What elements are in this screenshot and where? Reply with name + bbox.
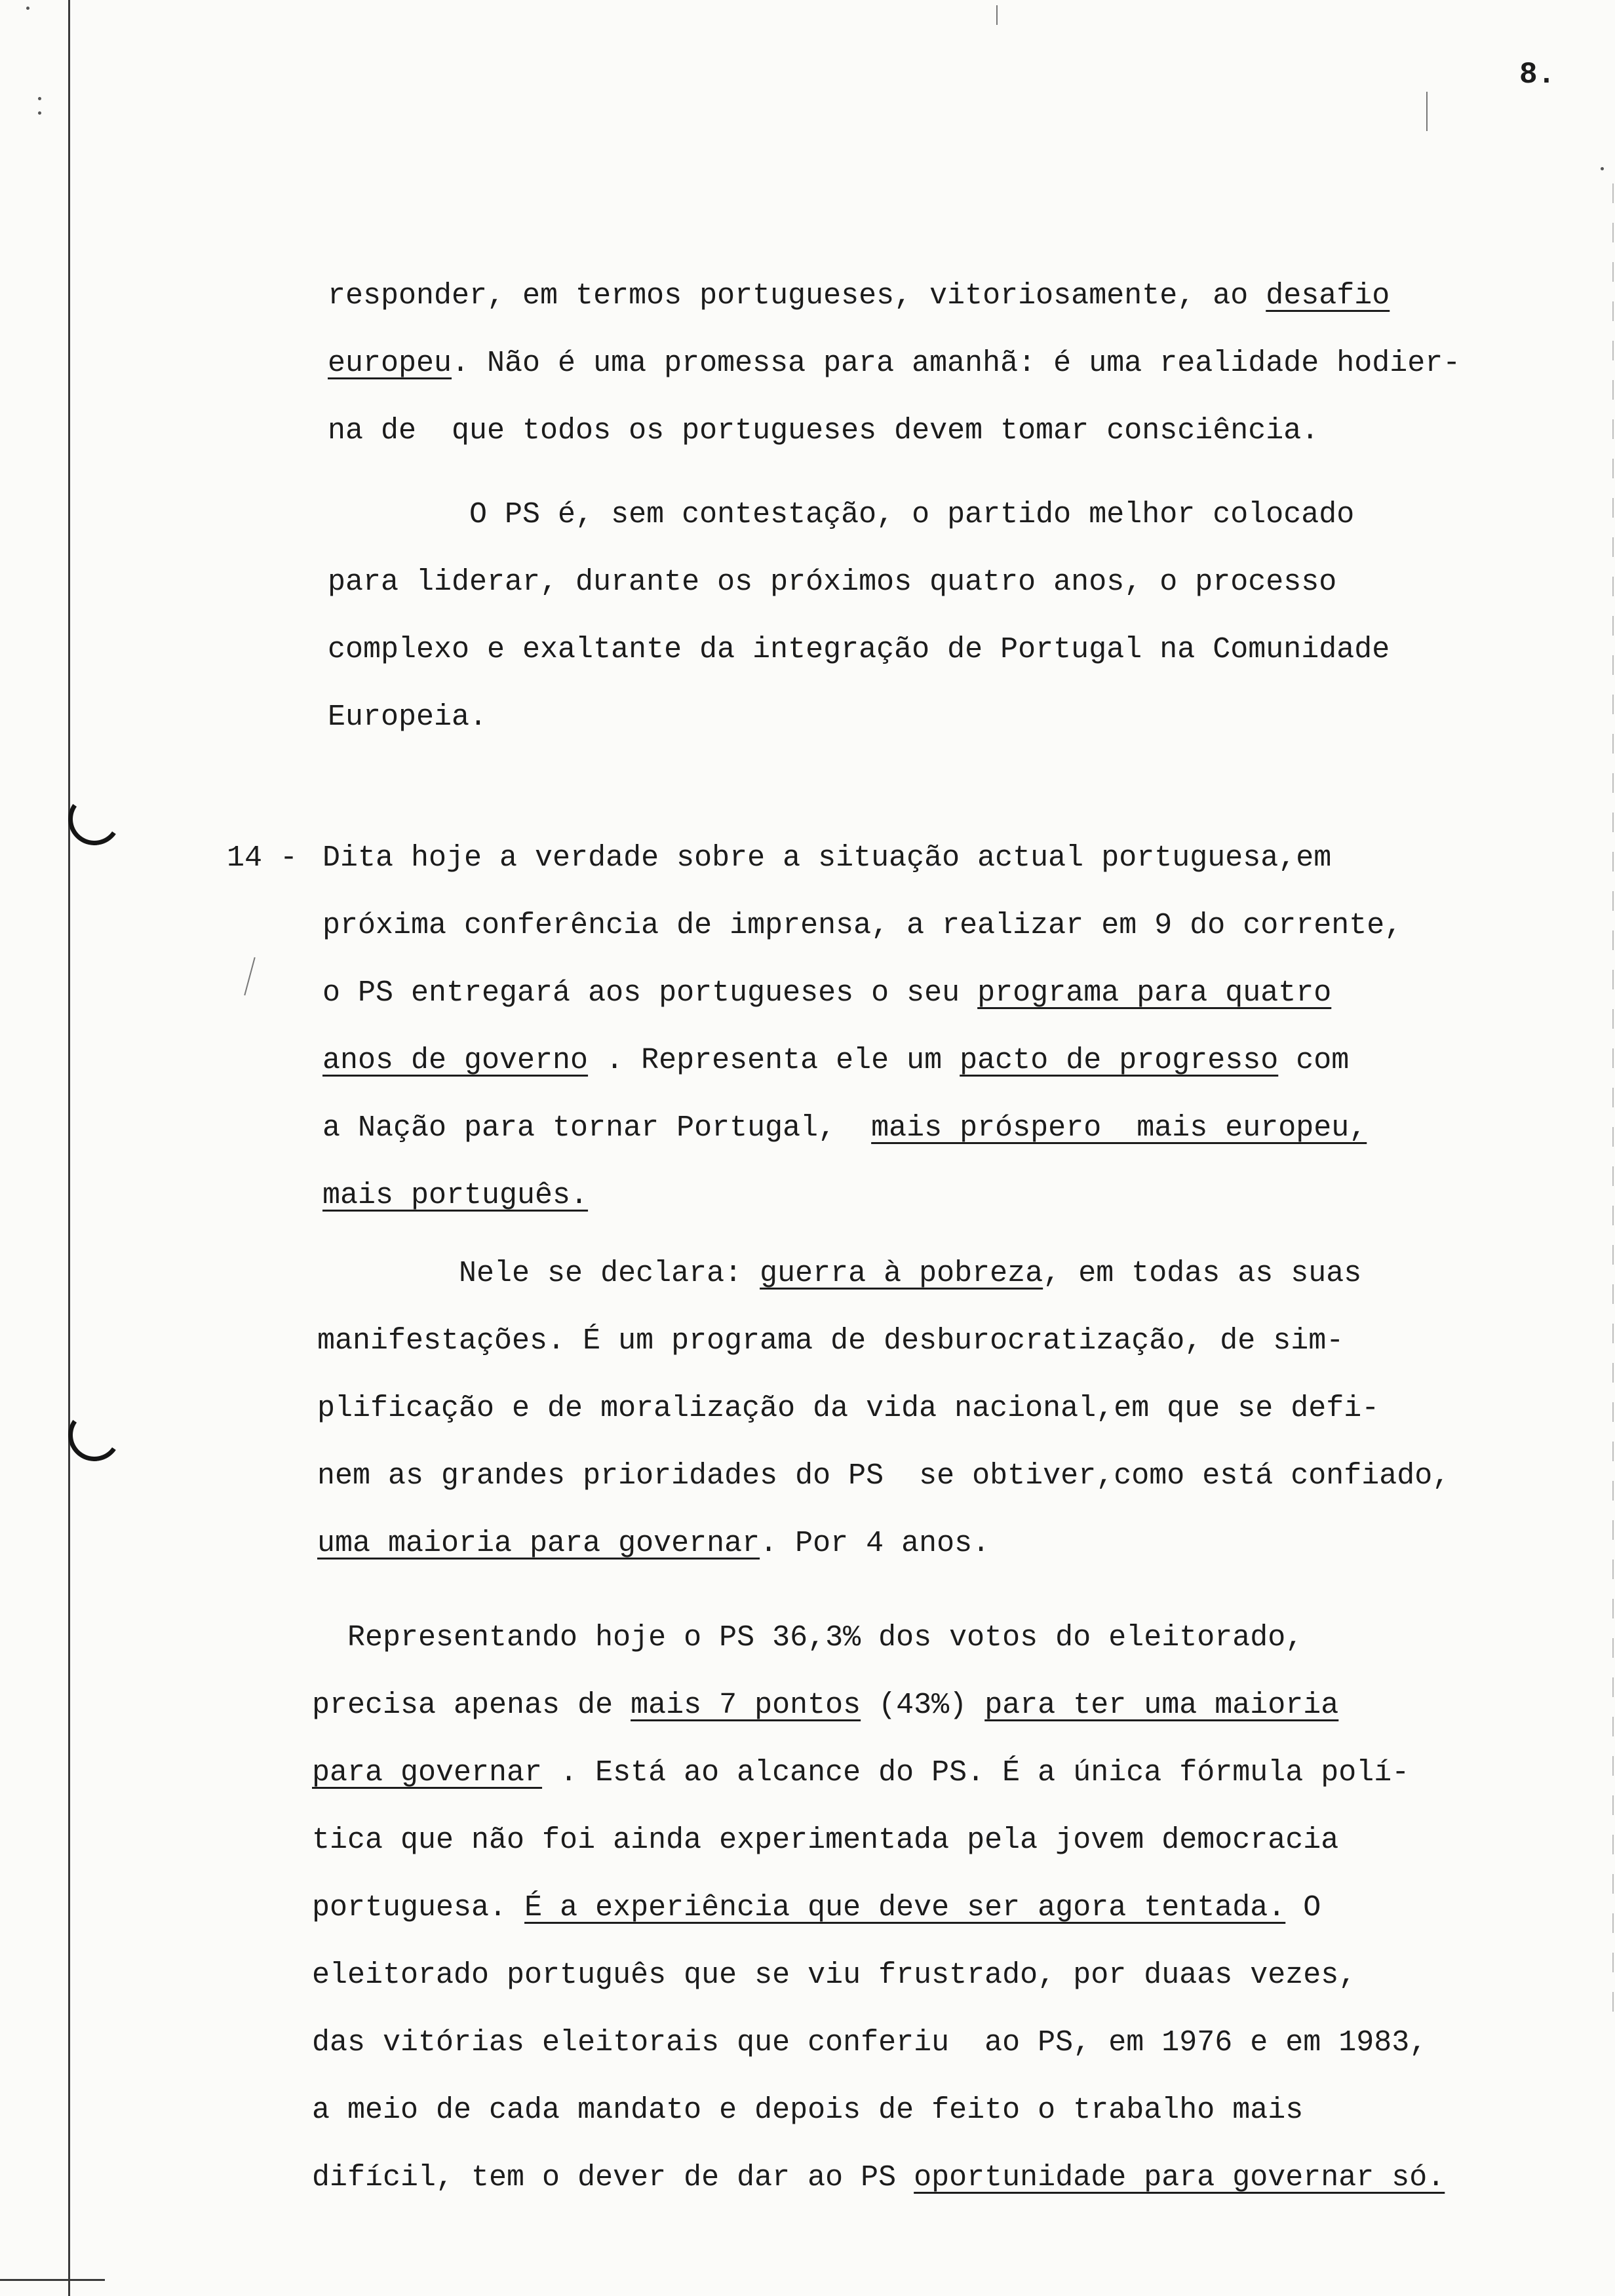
underlined-phrase: É a experiência que deve ser agora tentada. xyxy=(524,1891,1286,1924)
text-segment: Nele se declara: xyxy=(317,1257,760,1290)
text-line xyxy=(322,1027,1402,1094)
text-segment: O xyxy=(1285,1891,1321,1924)
underlined-phrase: uma maioria para governar xyxy=(317,1527,760,1560)
scan-mark xyxy=(996,5,998,25)
text-line xyxy=(328,262,1460,330)
punch-hole-mark xyxy=(64,1405,125,1466)
text-segment: manifestações. É um programa de desburocratização, de sim- xyxy=(317,1324,1344,1358)
text-segment: na de que todos os portugueses devem tomar consciência. xyxy=(328,414,1319,448)
underlined-phrase: mais português. xyxy=(322,1179,589,1212)
text-segment: plificação e de moralização da vida nacional,em que se defi- xyxy=(317,1392,1380,1425)
underlined-phrase: guerra à pobreza xyxy=(760,1257,1043,1290)
text-line xyxy=(312,2076,1445,2144)
text-line xyxy=(328,330,1460,397)
text-segment: complexo e exaltante da integração de Portugal na Comunidade xyxy=(328,633,1390,666)
underlined-phrase: para governar xyxy=(312,1756,543,1789)
text-segment: para liderar, durante os próximos quatro anos, o processo xyxy=(328,565,1337,599)
text-segment: (43%) xyxy=(861,1689,985,1722)
text-line xyxy=(317,1510,1450,1577)
paragraph-majority xyxy=(312,1604,1445,2211)
text-segment: . Por 4 anos. xyxy=(760,1527,990,1560)
underlined-phrase: mais 7 pontos xyxy=(631,1689,861,1722)
text-line xyxy=(317,1442,1450,1510)
scan-mark xyxy=(1426,92,1428,131)
punch-hole-mark xyxy=(64,789,125,850)
text-line xyxy=(322,1094,1402,1162)
text-segment: O PS é, sem contestação, o partido melhor colocado xyxy=(328,498,1355,531)
text-line xyxy=(322,959,1402,1027)
scan-speck xyxy=(38,111,41,115)
page-right-edge xyxy=(1612,183,1614,2018)
text-line xyxy=(312,1672,1445,1739)
underlined-phrase: europeu xyxy=(328,347,452,380)
item-number: 14 - xyxy=(227,841,298,875)
text-segment: . Representa ele um xyxy=(588,1044,960,1077)
paragraph-declaration xyxy=(317,1240,1450,1577)
paragraph-ps-leadership xyxy=(328,481,1390,751)
text-segment: próxima conferência de imprensa, a realizar em 9 do corrente, xyxy=(322,909,1403,942)
scan-speck xyxy=(26,7,29,10)
text-segment: Europeia. xyxy=(328,700,488,734)
underlined-phrase: oportunidade para governar só. xyxy=(914,2161,1445,2194)
text-line xyxy=(317,1307,1450,1375)
text-line xyxy=(312,2009,1445,2076)
text-segment: , em todas as suas xyxy=(1043,1257,1362,1290)
underlined-phrase: para ter uma maioria xyxy=(984,1689,1339,1722)
text-segment: . Não é uma promessa para amanhã: é uma realidade hodier- xyxy=(452,347,1461,380)
page-left-edge xyxy=(68,0,70,2296)
text-line xyxy=(312,1874,1445,1942)
text-segment: difícil, tem o dever de dar ao PS xyxy=(312,2161,914,2194)
text-line xyxy=(322,1162,1402,1229)
text-line xyxy=(312,1739,1445,1807)
text-segment: Dita hoje a verdade sobre a situação actual portuguesa,em xyxy=(322,841,1332,875)
text-line xyxy=(328,481,1390,548)
text-line xyxy=(328,683,1390,751)
page-bottom-edge xyxy=(0,2279,105,2281)
text-segment: das vitórias eleitorais que conferiu ao PS, em 1976 e em 1983, xyxy=(312,2026,1428,2059)
underlined-phrase: mais próspero mais europeu, xyxy=(871,1111,1367,1145)
text-line xyxy=(317,1375,1450,1442)
text-segment: a Nação para tornar Portugal, xyxy=(322,1111,872,1145)
underlined-phrase: programa para quatro xyxy=(977,976,1332,1010)
underlined-phrase: anos de governo xyxy=(322,1044,589,1077)
page-number: 8. xyxy=(1519,58,1556,92)
text-line xyxy=(322,892,1402,959)
text-line xyxy=(312,2144,1445,2211)
text-segment: tica que não foi ainda experimentada pela jovem democracia xyxy=(312,1824,1339,1857)
text-segment: com xyxy=(1278,1044,1350,1077)
text-line xyxy=(312,1807,1445,1874)
paragraph-intro xyxy=(328,262,1460,465)
text-line xyxy=(312,1942,1445,2009)
text-segment: . Está ao alcance do PS. É a única fórmula polí- xyxy=(542,1756,1410,1789)
scan-speck xyxy=(38,97,41,100)
text-segment: Representando hoje o PS 36,3% dos votos do eleitorado, xyxy=(312,1621,1304,1655)
text-line xyxy=(317,1240,1450,1307)
text-line xyxy=(312,1604,1445,1672)
text-segment: precisa apenas de xyxy=(312,1689,631,1722)
text-segment: eleitorado português que se viu frustrado, por duaas vezes, xyxy=(312,1959,1357,1992)
text-segment: nem as grandes prioridades do PS se obtiver,como está confiado, xyxy=(317,1459,1450,1493)
text-line xyxy=(328,548,1390,616)
text-segment: o PS entregará aos portugueses o seu xyxy=(322,976,978,1010)
text-segment: a meio de cada mandato e depois de feito o trabalho mais xyxy=(312,2094,1304,2127)
scan-speck xyxy=(1601,167,1604,170)
text-line xyxy=(322,824,1402,892)
text-line xyxy=(328,397,1460,465)
underlined-phrase: desafio xyxy=(1266,279,1390,313)
underlined-phrase: pacto de progresso xyxy=(960,1044,1279,1077)
paragraph-program xyxy=(322,824,1402,1229)
text-segment: responder, em termos portugueses, vitoriosamente, ao xyxy=(328,279,1266,313)
scan-mark xyxy=(244,957,255,995)
text-line xyxy=(328,616,1390,683)
text-segment: portuguesa. xyxy=(312,1891,525,1924)
